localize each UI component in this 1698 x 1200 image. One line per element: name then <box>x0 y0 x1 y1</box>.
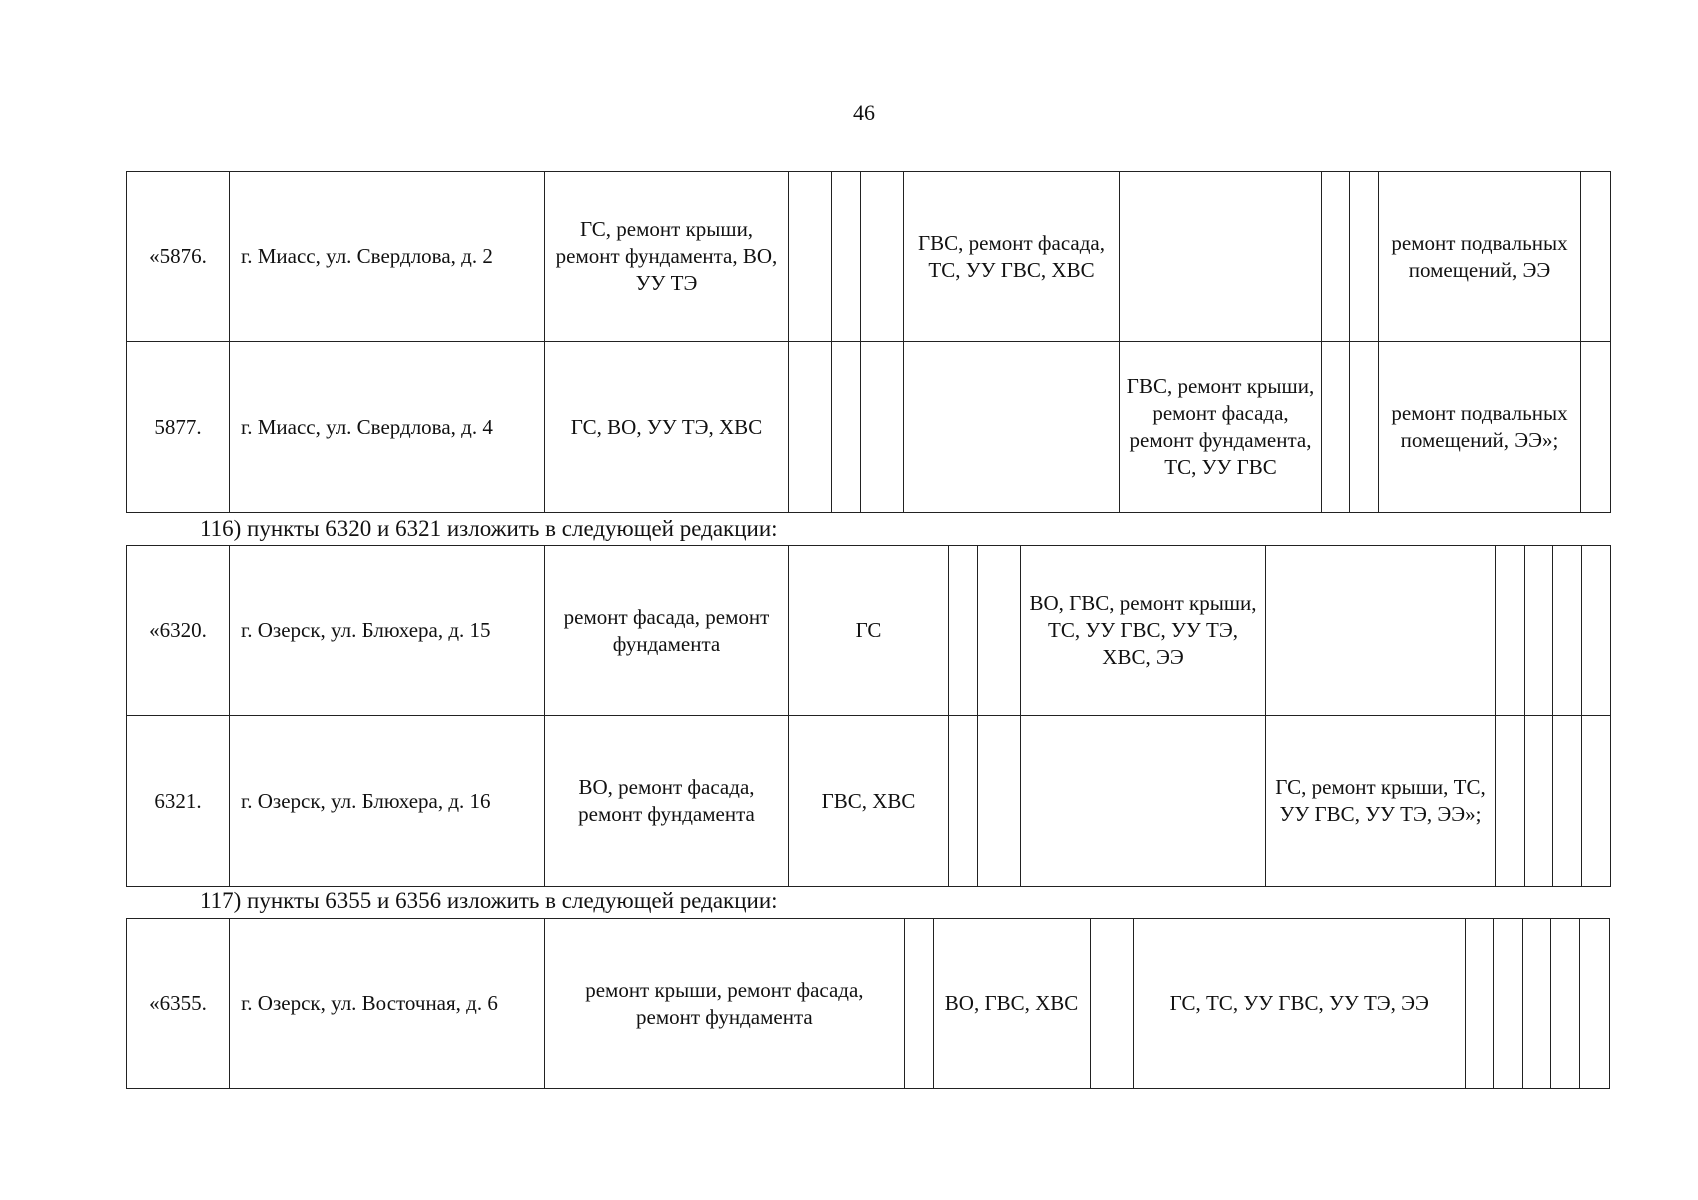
empty-cell <box>978 716 1021 887</box>
works-cell: ГВС, ремонт фасада, ТС, УУ ГВС, ХВС <box>904 172 1120 342</box>
table-items-6320-6321 <box>126 545 1611 887</box>
empty-cell <box>1350 172 1379 342</box>
empty-cell <box>1581 342 1611 513</box>
table-row <box>127 342 1611 513</box>
address-cell: г. Миасс, ул. Свердлова, д. 4 <box>230 342 545 513</box>
table-row <box>127 919 1610 1089</box>
empty-cell <box>1550 919 1579 1089</box>
empty-cell <box>1525 716 1553 887</box>
empty-cell <box>1553 546 1582 716</box>
address-cell: г. Озерск, ул. Блюхера, д. 16 <box>230 716 545 887</box>
empty-cell <box>1582 716 1611 887</box>
table-row <box>127 546 1611 716</box>
address-cell: г. Миасс, ул. Свердлова, д. 2 <box>230 172 545 342</box>
empty-cell <box>861 342 904 513</box>
item-number: «6355. <box>127 919 230 1089</box>
empty-cell <box>861 172 904 342</box>
works-cell <box>904 342 1120 513</box>
address-cell: г. Озерск, ул. Блюхера, д. 15 <box>230 546 545 716</box>
table-items-5876-5877 <box>126 171 1611 513</box>
instruction-117: 117) пункты 6355 и 6356 изложить в следующей редакции: <box>200 888 778 913</box>
empty-cell <box>904 919 933 1089</box>
empty-cell <box>1525 546 1553 716</box>
item-number: «5876. <box>127 172 230 342</box>
works-cell: ГС, ремонт крыши, ремонт фундамента, ВО, УУ ТЭ <box>545 172 789 342</box>
address-cell: г. Озерск, ул. Восточная, д. 6 <box>230 919 545 1089</box>
works-cell: ВО, ремонт фасада, ремонт фундамента <box>545 716 789 887</box>
works-cell: ГС <box>789 546 949 716</box>
empty-cell <box>832 342 861 513</box>
page-number: 46 <box>853 100 875 125</box>
empty-cell <box>978 546 1021 716</box>
empty-cell <box>1090 919 1133 1089</box>
empty-cell <box>789 342 832 513</box>
empty-cell <box>832 172 861 342</box>
empty-cell <box>1322 172 1350 342</box>
works-cell: ремонт подвальных помещений, ЭЭ <box>1379 172 1581 342</box>
empty-cell <box>1322 342 1350 513</box>
works-cell <box>1266 546 1496 716</box>
works-cell: ВО, ГВС, ХВС <box>933 919 1090 1089</box>
works-cell: ремонт крыши, ремонт фасада, ремонт фундамента <box>545 919 904 1089</box>
table-row <box>127 716 1611 887</box>
item-number: 6321. <box>127 716 230 887</box>
empty-cell <box>949 716 978 887</box>
empty-cell <box>1496 716 1525 887</box>
works-cell: ВО, ГВС, ремонт крыши, ТС, УУ ГВС, УУ ТЭ, ХВС, ЭЭ <box>1021 546 1266 716</box>
works-cell: ГВС, ХВС <box>789 716 949 887</box>
works-cell: ремонт подвальных помещений, ЭЭ»; <box>1379 342 1581 513</box>
item-number: 5877. <box>127 342 230 513</box>
empty-cell <box>1553 716 1582 887</box>
empty-cell <box>949 546 978 716</box>
empty-cell <box>1581 172 1611 342</box>
empty-cell <box>1522 919 1550 1089</box>
table-items-6355 <box>126 918 1610 1089</box>
table-row <box>127 172 1611 342</box>
empty-cell <box>789 172 832 342</box>
empty-cell <box>1496 546 1525 716</box>
works-cell: ремонт фасада, ремонт фундамента <box>545 546 789 716</box>
works-cell: ГС, ремонт крыши, ТС, УУ ГВС, УУ ТЭ, ЭЭ»; <box>1266 716 1496 887</box>
empty-cell <box>1350 342 1379 513</box>
instruction-116: 116) пункты 6320 и 6321 изложить в следующей редакции: <box>200 516 778 541</box>
works-cell: ГС, ВО, УУ ТЭ, ХВС <box>545 342 789 513</box>
works-cell: ГВС, ремонт крыши, ремонт фасада, ремонт фундамента, ТС, УУ ГВС <box>1120 342 1322 513</box>
empty-cell <box>1582 546 1611 716</box>
empty-cell <box>1465 919 1493 1089</box>
works-cell <box>1021 716 1266 887</box>
empty-cell <box>1579 919 1609 1089</box>
works-cell: ГС, ТС, УУ ГВС, УУ ТЭ, ЭЭ <box>1133 919 1465 1089</box>
empty-cell <box>1493 919 1522 1089</box>
works-cell <box>1120 172 1322 342</box>
item-number: «6320. <box>127 546 230 716</box>
